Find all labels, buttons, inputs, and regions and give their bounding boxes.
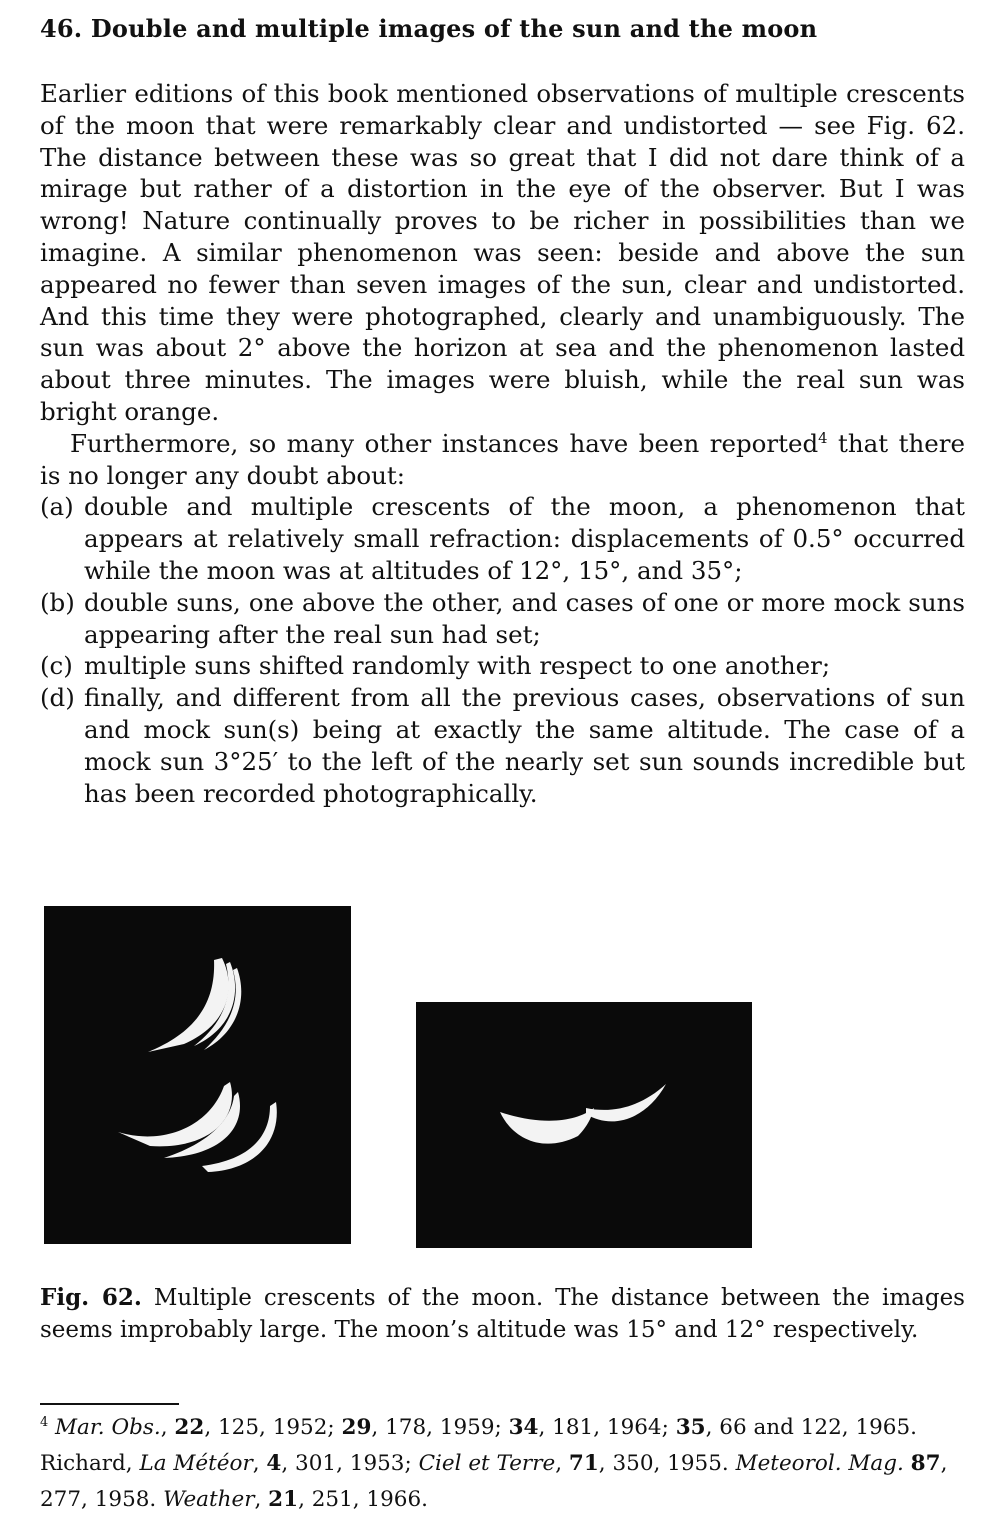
footnote-run: 34 [508,1415,539,1440]
paragraph-2 [40,428,965,492]
footnote-run: , 66 and 122, 1965. Richard, [40,1415,917,1476]
footnote-run: , [555,1451,569,1476]
figure-label: Fig. 62. [40,1284,142,1311]
footnote-run: La Météor [139,1451,253,1476]
footnote-run: , 251, 1966. [298,1487,428,1512]
footnote-run: 71 [568,1451,599,1476]
list-text: double and multiple crescents of the moon, a phenomenon that appears at relatively small refraction: displacements of 0.5° occurred while the moon was at altitudes of 12°, 15°, and 35°; [84,492,965,585]
double-crescent-image [416,1002,752,1248]
list-marker: (b) [40,587,75,617]
footnote-run: , 178, 1959; [371,1415,509,1440]
paragraph-2-end: that there is no longer any doubt about: [40,428,965,490]
triple-crescent-image [44,906,351,1244]
footnote-run: , [160,1415,175,1440]
list-text: finally, and different from all the previous cases, observations of sun and mock sun(s) being at exactly the same altitude. The case of a mock sun 3°25′ to the left of the nearly set sun sounds incredible but has been recorded photographically. [84,683,965,808]
footnote-run: 87 [910,1451,941,1476]
footnote-run: 22 [174,1415,205,1440]
list-text: double suns, one above the other, and cases of one or more mock suns appearing after the real sun had set; [84,587,965,649]
footnote-run: , 350, 1955. [598,1451,736,1476]
list-item-a [40,491,965,586]
paragraph-2-start: Furthermore, so many other instances have been reported [70,428,819,458]
list-item-d [40,682,965,809]
list-text: multiple suns shifted randomly with respect to one another; [84,651,831,681]
footnote-run: Meteorol. Mag. [735,1451,904,1476]
footnote-run: , 301, 1953; [281,1451,419,1476]
footnote-run: 35 [675,1415,706,1440]
footnote-run [904,1451,911,1476]
footnote-run: 4 [266,1451,282,1476]
list-item-b [40,587,965,651]
list-marker: (c) [40,651,73,681]
footnote-run: Ciel et Terre [418,1451,556,1476]
section-heading: 46. Double and multiple images of the sun and the moon [40,14,818,43]
footnote-run: 29 [341,1415,372,1440]
footnote [40,1410,965,1518]
footnote-number: 4 [40,1414,49,1430]
list-marker: (a) [40,492,74,522]
footnote-run: 21 [268,1487,299,1512]
paragraph-1: Earlier editions of this book mentioned observations of multiple crescents of the moon that were remarkably clear and undistorted — see Fig. 62. The distance between these was so great that I did not dare think of a mirage but rather of a distortion in the eye of the observer. But I was wrong! Nature continually proves to be richer in possibilities than we imagine. A similar phenomenon was seen: beside and above the sun appeared no fewer than seven images of the sun, clear and undistorted. And this time they were photographed, clearly and unambiguously. The sun was about 2° above the horizon at sea and the phenomenon lasted about three minutes. The images were bluish, while the real sun was bright orange. [40,79,965,426]
caption-text: Multiple crescents of the moon. The distance between the images seems improbably large. The moon’s altitude was 15° and 12° respectively. [40,1285,965,1343]
moon-crescents-photo-right [416,1002,752,1248]
moon-crescents-photo-left [44,906,351,1244]
footnote-run: Mar. Obs. [55,1415,161,1440]
list-item-c [40,650,965,682]
footnote-run: Weather [163,1487,255,1512]
footnote-run: , 181, 1964; [538,1415,676,1440]
footnote-run: , 125, 1952; [204,1415,342,1440]
figure-caption [40,1282,965,1346]
footnote-divider [40,1403,179,1405]
footnote-run: , 277, 1958. [40,1451,948,1512]
footnote-ref: 4 [818,429,828,447]
footnote-references [40,1415,947,1512]
observation-list [40,491,965,809]
footnote-run: , [252,1451,267,1476]
footnote-run: , [254,1487,269,1512]
list-marker: (d) [40,683,75,713]
body-text [40,78,965,809]
